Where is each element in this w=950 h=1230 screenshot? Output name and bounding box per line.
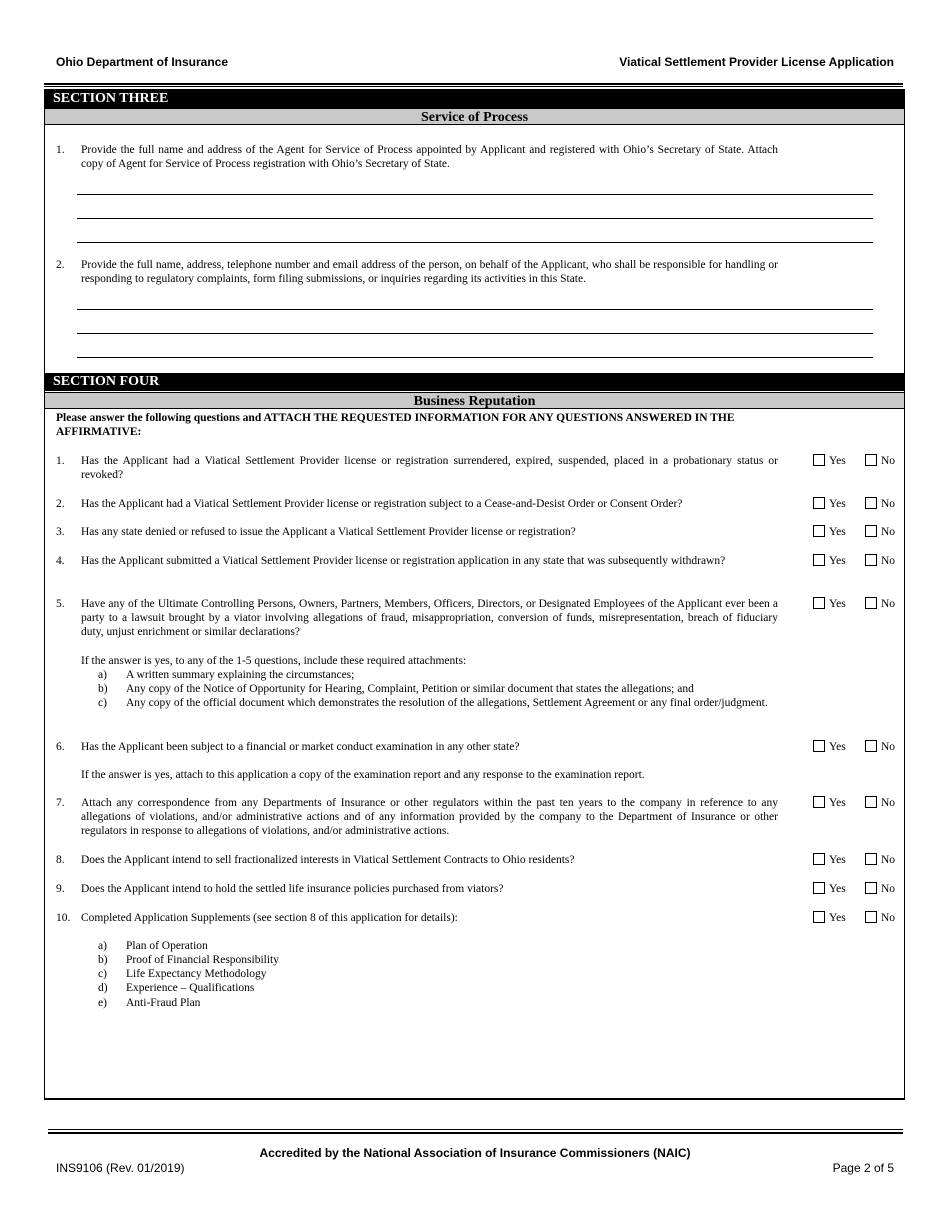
item-text: Experience – Qualifications [126, 982, 255, 994]
section-three-title: SECTION THREE [45, 90, 904, 108]
checkbox-icon[interactable] [865, 796, 877, 808]
q2-no-checkbox[interactable] [865, 497, 895, 511]
question-text: Has the Applicant been subject to a financial or market conduct examination in any other state? [81, 741, 520, 753]
item-letter: b) [98, 954, 108, 966]
q10-no-checkbox[interactable] [865, 911, 895, 925]
item-letter: c) [98, 968, 107, 980]
item-letter: d) [98, 982, 108, 994]
question-number: 7. [56, 797, 65, 809]
question-text: Provide the full name, address, telephone number and email address of the person, on behalf of the Applicant, who shall be responsible for handling or responding to regulatory complaints, form filing submissions, or inquiries regarding its activities in this State. [81, 259, 778, 285]
footer-rule-thick [48, 1132, 903, 1134]
q1-yes-checkbox[interactable] [813, 454, 846, 468]
checkbox-icon[interactable] [865, 554, 877, 566]
q5-no-checkbox[interactable] [865, 597, 895, 611]
question-number: 1. [56, 144, 65, 156]
question-text: Does the Applicant intend to sell fractionalized interests in Viatical Settlement Contracts to Ohio residents? [81, 854, 575, 866]
question-number: 2. [56, 259, 65, 271]
checkbox-icon[interactable] [813, 525, 825, 537]
q7-yes-checkbox[interactable] [813, 796, 846, 810]
checkbox-icon[interactable] [813, 597, 825, 609]
item-text: Any copy of the Notice of Opportunity for Hearing, Complaint, Petition or similar document that states the allegations; and [126, 683, 694, 695]
checkbox-icon[interactable] [865, 525, 877, 537]
q4-no-checkbox[interactable] [865, 554, 895, 568]
checkbox-icon[interactable] [813, 853, 825, 865]
section-four-title: SECTION FOUR [45, 373, 904, 391]
answer-line[interactable] [77, 218, 873, 219]
q1-no-checkbox[interactable] [865, 454, 895, 468]
footer-page-number: Page 2 of 5 [832, 1161, 894, 1175]
yes-label: Yes [829, 598, 846, 610]
q3-yes-checkbox[interactable] [813, 525, 846, 539]
answer-line[interactable] [77, 309, 873, 310]
q5-yes-checkbox[interactable] [813, 597, 846, 611]
checkbox-icon[interactable] [865, 597, 877, 609]
checkbox-icon[interactable] [813, 454, 825, 466]
no-label: No [881, 741, 896, 753]
answer-line[interactable] [77, 194, 873, 195]
checkbox-icon[interactable] [813, 497, 825, 509]
q3-no-checkbox[interactable] [865, 525, 895, 539]
no-label: No [881, 797, 896, 809]
yes-label: Yes [829, 455, 846, 467]
item-letter: a) [98, 940, 107, 952]
header-rule [44, 83, 903, 85]
yes-label: Yes [829, 912, 846, 924]
item-text: Life Expectancy Methodology [126, 968, 267, 980]
item-text: Proof of Financial Responsibility [126, 954, 280, 966]
footer-accreditation: Accredited by the National Association of Insurance Commissioners (NAIC) [259, 1146, 691, 1160]
yes-label: Yes [829, 741, 846, 753]
question-text: Does the Applicant intend to hold the settled life insurance policies purchased from viators? [81, 883, 504, 895]
q2-yes-checkbox[interactable] [813, 497, 846, 511]
q6-yes-checkbox[interactable] [813, 740, 846, 754]
item-letter: b) [98, 683, 108, 695]
no-label: No [881, 498, 896, 510]
footer-rule [48, 1129, 903, 1130]
item-letter: a) [98, 669, 107, 681]
q9-yes-checkbox[interactable] [813, 882, 846, 896]
question-text: Has any state denied or refused to issue the Applicant a Viatical Settlement Provider license or registration? [81, 526, 576, 538]
header-agency: Ohio Department of Insurance [56, 55, 229, 69]
checkbox-icon[interactable] [813, 554, 825, 566]
question-text: Provide the full name and address of the Agent for Service of Process appointed by Applicant and registered with Ohio’s Secretary of State. Attach copy of Agent for Service of Process registration with Ohio’s Secretary of State. [81, 144, 778, 170]
question-number: 2. [56, 498, 65, 510]
answer-line[interactable] [77, 242, 873, 243]
checkbox-icon[interactable] [813, 911, 825, 923]
q6-no-checkbox[interactable] [865, 740, 895, 754]
answer-line[interactable] [77, 333, 873, 334]
q9-no-checkbox[interactable] [865, 882, 895, 896]
no-label: No [881, 526, 896, 538]
question-text: Attach any correspondence from any Departments of Insurance or other regulators within the past ten years to the company in reference to any allegations of violations, and/or administrative actions and of any information provided by the company to the Department of Insurance or other regulators in response to allegations of violations, and/or administrative actions. [81, 797, 778, 837]
yes-label: Yes [829, 854, 846, 866]
yes-label: Yes [829, 498, 846, 510]
checkbox-icon[interactable] [865, 740, 877, 752]
yes-label: Yes [829, 797, 846, 809]
no-label: No [881, 555, 896, 567]
item-text: Anti-Fraud Plan [126, 997, 201, 1009]
question-number: 5. [56, 598, 65, 610]
no-label: No [881, 912, 896, 924]
answer-line[interactable] [77, 357, 873, 358]
section-four-instructions: Please answer the following questions and ATTACH THE REQUESTED INFORMATION FOR ANY QUESTIONS ANSWERED IN THE AFFIRMATIVE: [56, 412, 735, 438]
checkbox-icon[interactable] [865, 454, 877, 466]
question-text: Has the Applicant had a Viatical Settlement Provider license or registration surrendered, expired, suspended, placed in a probationary status or revoked? [81, 455, 778, 481]
checkbox-icon[interactable] [865, 882, 877, 894]
no-label: No [881, 854, 896, 866]
yes-label: Yes [829, 555, 846, 567]
yes-label: Yes [829, 526, 846, 538]
item-letter: e) [98, 997, 107, 1009]
section-three-subtitle: Service of Process [45, 108, 904, 125]
question-text: Has the Applicant had a Viatical Settlement Provider license or registration subject to a Cease-and-Desist Order or Consent Order? [81, 498, 683, 510]
question-number: 9. [56, 883, 65, 895]
question-number: 10. [56, 912, 71, 924]
no-label: No [881, 598, 896, 610]
q6-note: If the answer is yes, attach to this application a copy of the examination report and any response to the examination report. [81, 769, 645, 781]
item-text: Plan of Operation [126, 940, 208, 952]
yes-label: Yes [829, 883, 846, 895]
item-text: Any copy of the official document which demonstrates the resolution of the allegations, Settlement Agreement or any final order/judgment. [126, 697, 768, 709]
question-text: Has the Applicant submitted a Viatical Settlement Provider license or registration application in any state that was subsequently withdrawn? [81, 555, 726, 567]
no-label: No [881, 883, 896, 895]
header-form-title: Viatical Settlement Provider License Application [619, 55, 894, 69]
question-number: 6. [56, 741, 65, 753]
checkbox-icon[interactable] [865, 497, 877, 509]
question-text: Have any of the Ultimate Controlling Persons, Owners, Partners, Members, Officers, Directors, or Designated Employees of the Applicant ever been a party to a lawsuit brought by a viator involving allegations of fraud, misappropriation, conversion of funds, misrepresentation, breach of fiduciary duty, unjust enrichment or similar declarations? [81, 598, 778, 638]
q8-no-checkbox[interactable] [865, 853, 895, 867]
q10-yes-checkbox[interactable] [813, 911, 846, 925]
checkbox-icon[interactable] [813, 882, 825, 894]
no-label: No [881, 455, 896, 467]
checkbox-icon[interactable] [865, 853, 877, 865]
question-number: 3. [56, 526, 65, 538]
section-four-subtitle: Business Reputation [45, 392, 904, 409]
q7-no-checkbox[interactable] [865, 796, 895, 810]
question-number: 4. [56, 555, 65, 567]
question-number: 1. [56, 455, 65, 467]
item-text: A written summary explaining the circumstances; [126, 669, 355, 681]
question-text: Completed Application Supplements (see section 8 of this application for details): [81, 912, 458, 924]
q4-yes-checkbox[interactable] [813, 554, 846, 568]
checkbox-icon[interactable] [813, 740, 825, 752]
q8-yes-checkbox[interactable] [813, 853, 846, 867]
question-number: 8. [56, 854, 65, 866]
item-letter: c) [98, 697, 107, 709]
header-rule-thin [44, 86, 903, 87]
footer-form-number: INS9106 (Rev. 01/2019) [56, 1161, 185, 1175]
q5-note-intro: If the answer is yes, to any of the 1-5 questions, include these required attachments: [81, 655, 467, 667]
checkbox-icon[interactable] [813, 796, 825, 808]
checkbox-icon[interactable] [865, 911, 877, 923]
